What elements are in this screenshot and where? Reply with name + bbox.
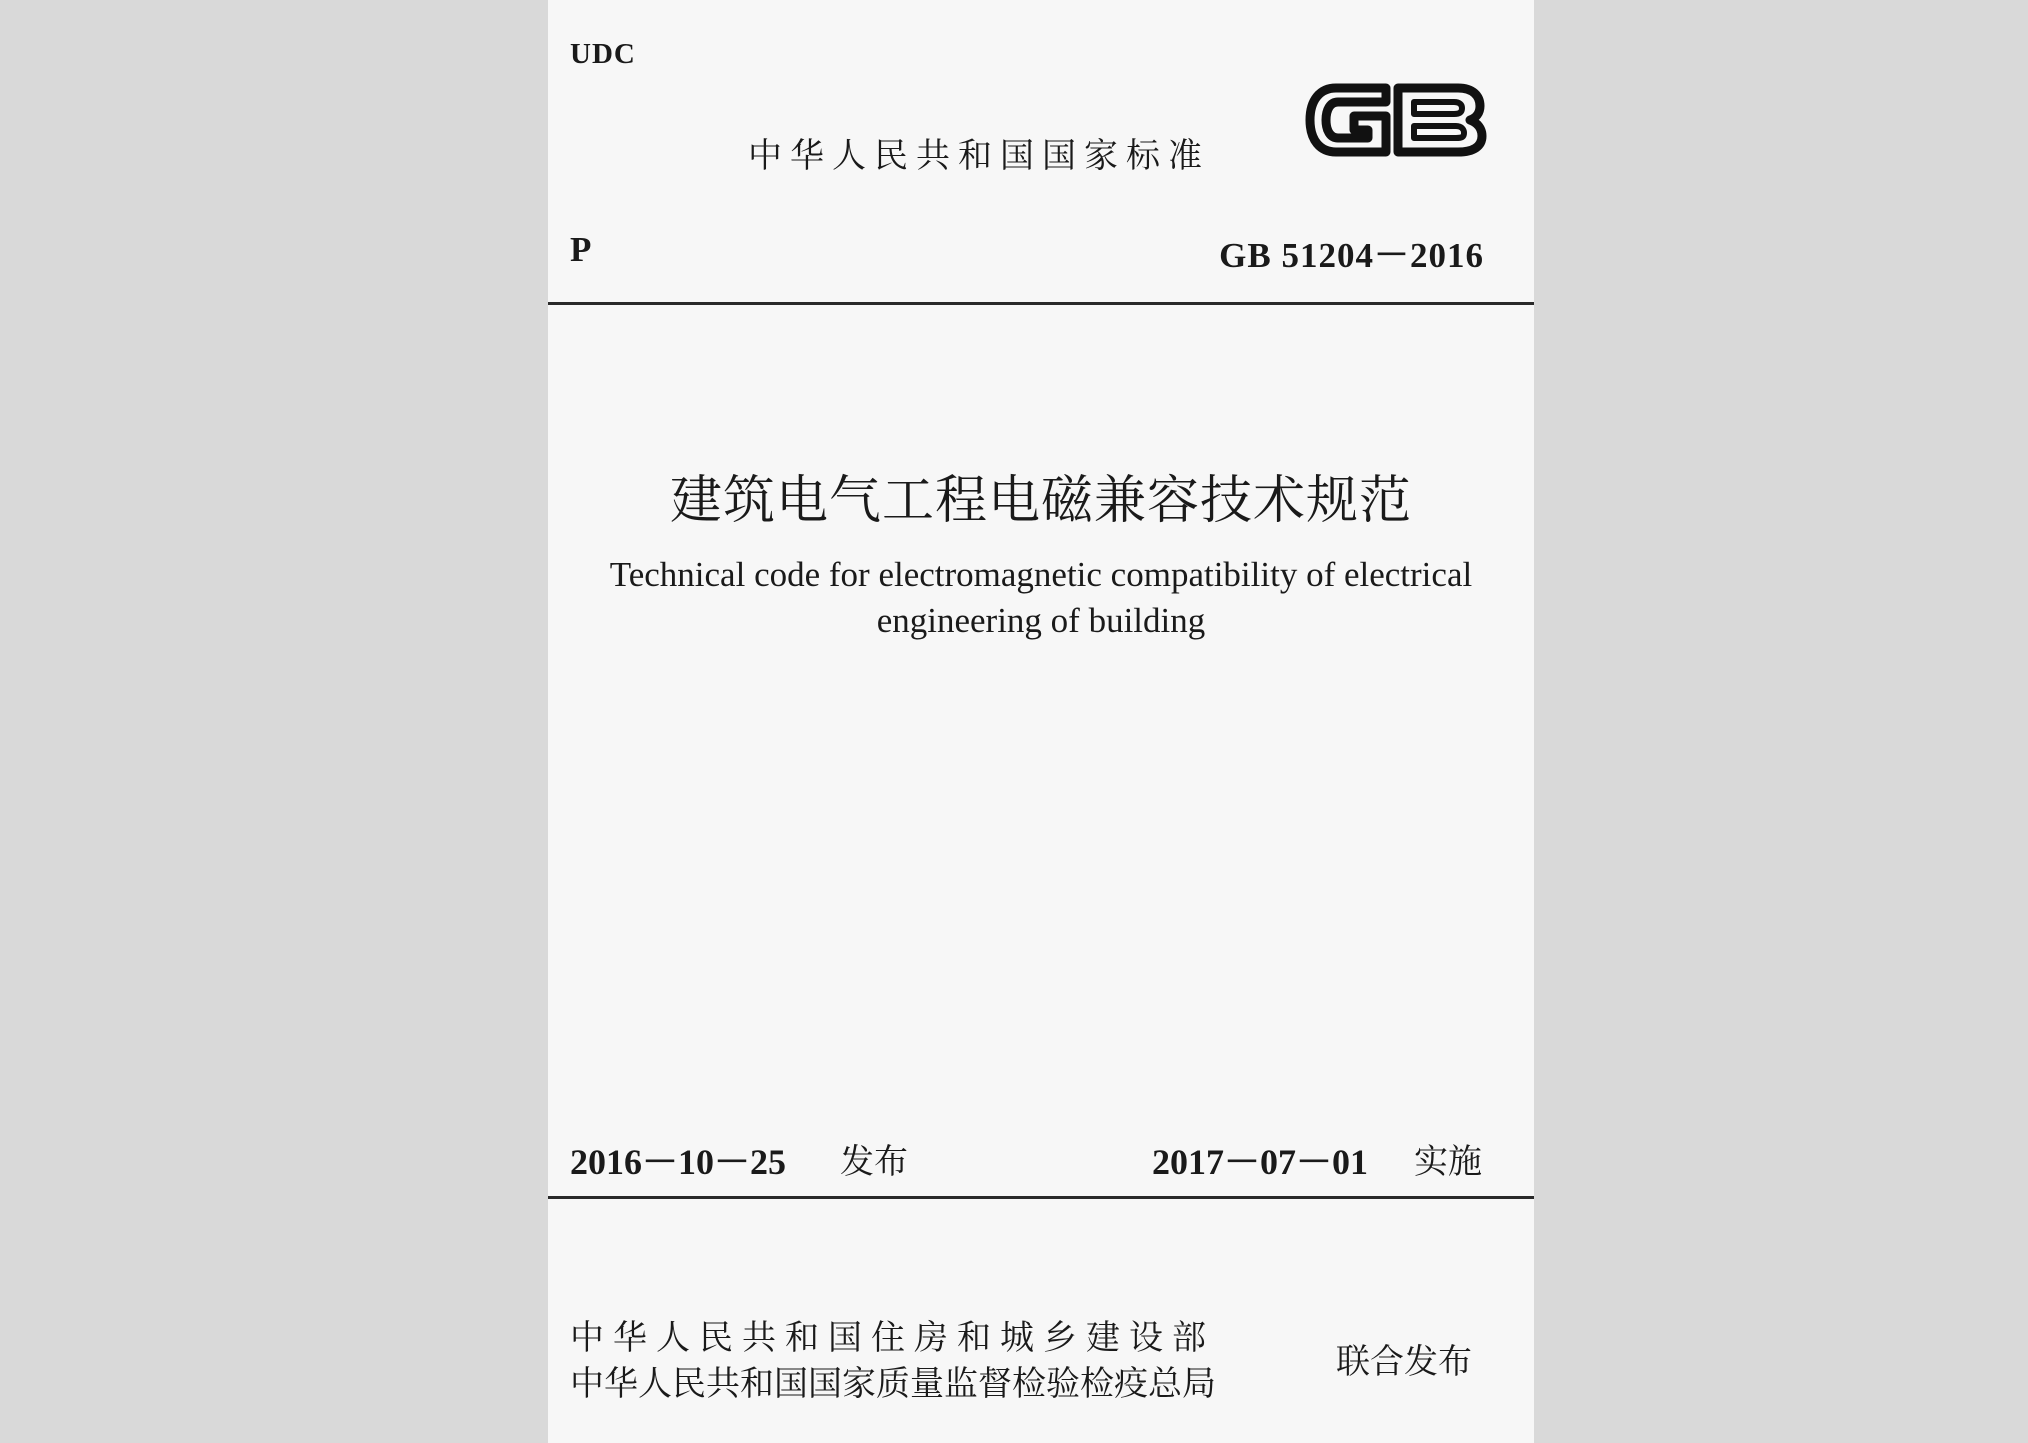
standard-type: 中华人民共和国国家标准	[748, 136, 1210, 176]
title-english-line-2: engineering of building	[876, 601, 1206, 640]
document-cover	[548, 0, 1534, 1443]
bottom-divider	[548, 1196, 1534, 1199]
gb-logo-text: GB	[1298, 70, 1300, 71]
udc-label: UDC	[570, 38, 636, 70]
issuer-ministry-housing: 中华人民共和国住房和城乡建设部	[570, 1318, 1215, 1358]
issue-date: 2016－10－25	[570, 1142, 787, 1182]
issue-label: 发布	[840, 1142, 908, 1182]
classification-code: P	[570, 230, 592, 269]
implementation-label: 实施	[1414, 1142, 1482, 1182]
standard-code: GB 51204－2016	[1219, 236, 1484, 275]
title-english	[548, 552, 1534, 644]
implementation-date: 2017－07－01	[1152, 1142, 1369, 1182]
title-english-line-1: Technical code for electromagnetic compatibility of electrical	[609, 555, 1473, 594]
title-chinese: 建筑电气工程电磁兼容技术规范	[669, 471, 1412, 531]
joint-issue-label: 联合发布	[1336, 1342, 1472, 1382]
top-divider	[548, 302, 1534, 305]
gb-logo	[1298, 70, 1488, 170]
issuer-aqsiq: 中华人民共和国国家质量监督检验检疫总局	[570, 1364, 1216, 1404]
